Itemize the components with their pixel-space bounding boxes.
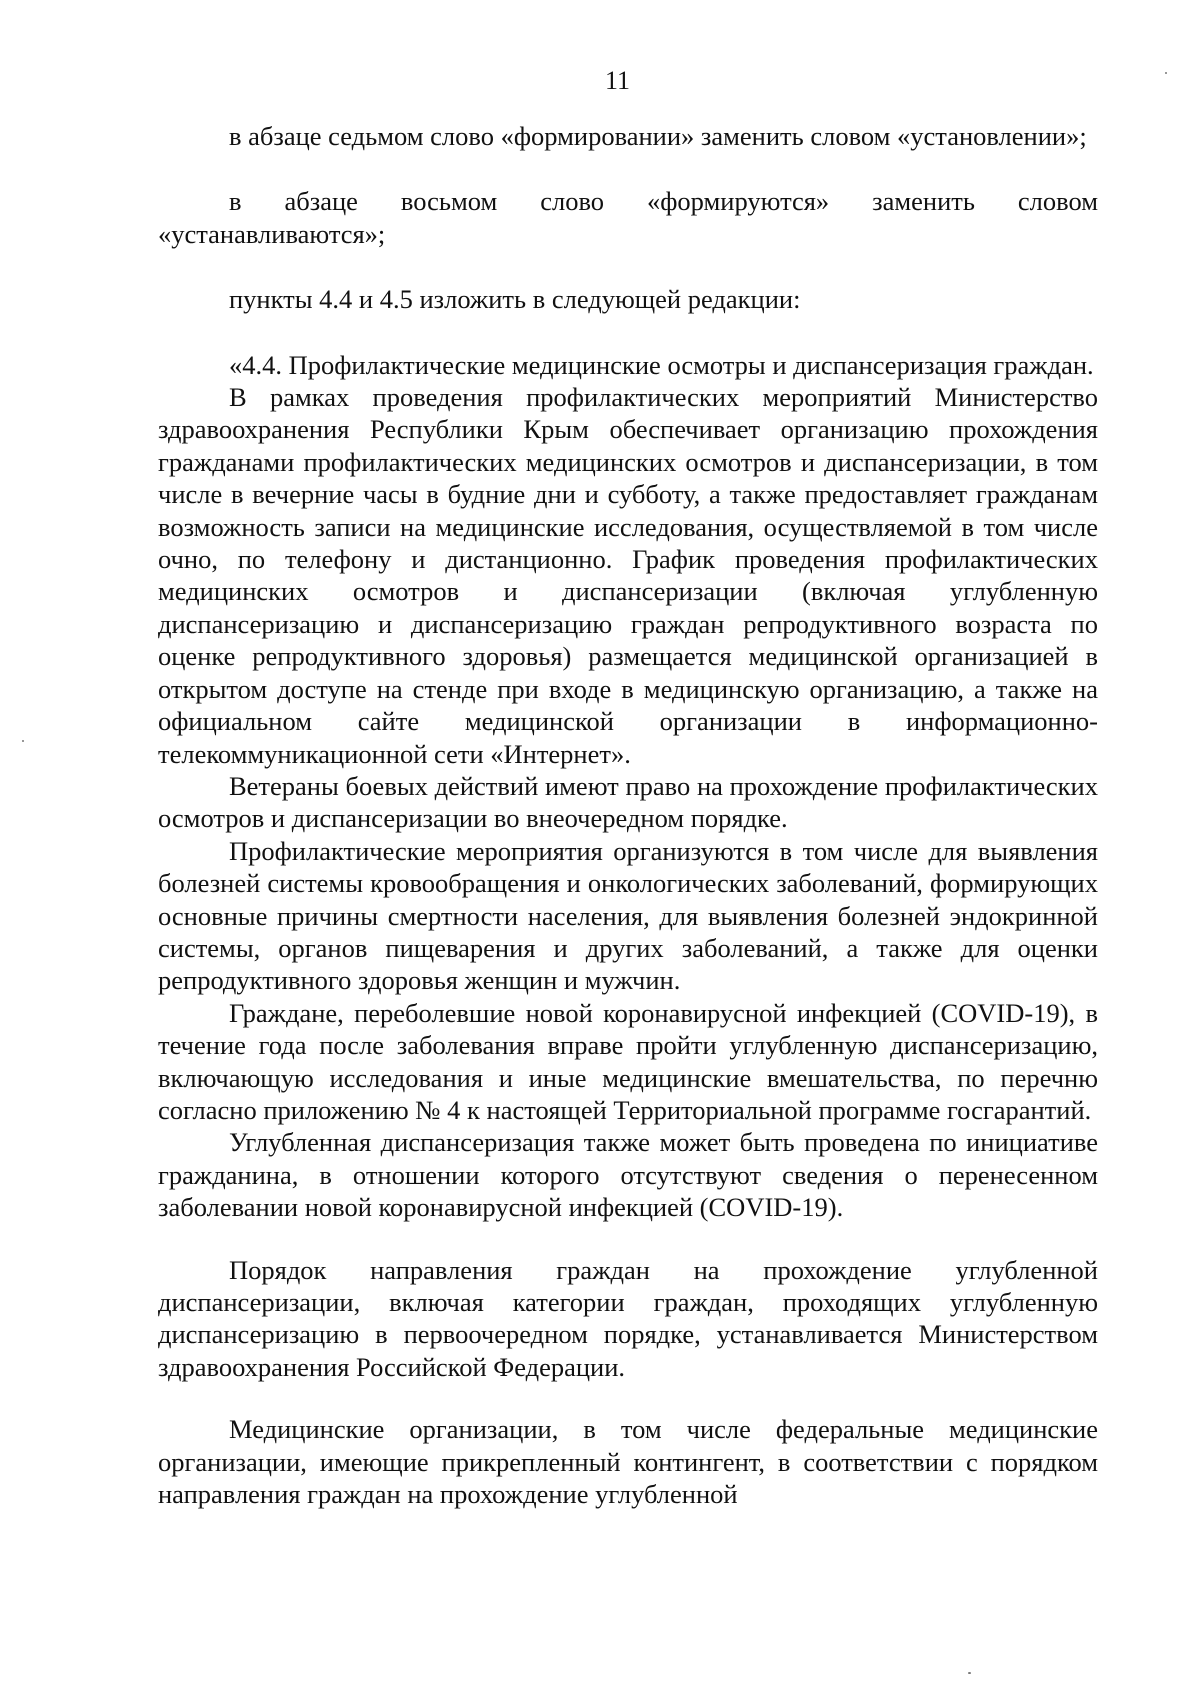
paragraph-medical-organizations: Медицинские организации, в том числе федеральные медицинские организации, имеющие прикрепленный контингент, в соответствии с порядком направления граждан на прохождение углубленной bbox=[158, 1414, 1098, 1510]
section-heading-4-4: «4.4. Профилактические медицинские осмотры и диспансеризация граждан. bbox=[229, 349, 1094, 380]
paragraph-in-depth-initiative: Углубленная диспансеризация также может быть проведена по инициативе гражданина, в отношении которого отсутствуют сведения о перенесенном заболевании новой коронавирусной инфекцией (COVID-19). bbox=[158, 1127, 1098, 1223]
paragraph-veterans: Ветераны боевых действий имеют право на прохождение профилактических осмотров и диспансеризации во внеочередном порядке. bbox=[158, 770, 1098, 834]
scan-speck bbox=[22, 740, 24, 742]
paragraph-amendment-8: в абзаце восьмом слово «формируются» заменить словом «устанавливаются»; bbox=[158, 186, 1098, 249]
paragraph-preventive-measures: В рамках проведения профилактических мероприятий Министерство здравоохранения Республики Крым обеспечивает организацию прохождения гражданами профилактических медицинских осмотров и диспансеризации, в том числе в вечерние часы в будние дни и субботу, а также предоставляет гражданам возможность записи на медицинские исследования, осуществляемой в том числе очно, по телефону и дистанционно. График проведения профилактических медицинских осмотров и диспансеризации (включая углубленную диспансеризацию и диспансеризацию граждан репродуктивного возраста по оценке репродуктивного здоровья) размещается медицинской организацией в открытом доступе на стенде при входе в медицинскую организацию, а также на официальном сайте медицинской организации в информационно-телекоммуникационной сети «Интернет». bbox=[158, 382, 1098, 769]
scan-speck bbox=[1165, 72, 1167, 74]
paragraph-covid-citizens: Граждане, переболевшие новой коронавирусной инфекцией (COVID-19), в течение года после заболевания вправе пройти углубленную диспансеризацию, включающую исследования и иные медицинские вмешательства, по перечню согласно приложению № 4 к настоящей Территориальной программе госгарантий. bbox=[158, 997, 1098, 1125]
paragraph-points-intro: пункты 4.4 и 4.5 изложить в следующей редакции: bbox=[229, 284, 801, 315]
page-number: 11 bbox=[604, 66, 631, 95]
paragraph-referral-procedure: Порядок направления граждан на прохождение углубленной диспансеризации, включая категории граждан, проходящих углубленную диспансеризацию в первоочередном порядке, устанавливается Министерством здравоохранения Российской Федерации. bbox=[158, 1254, 1098, 1382]
paragraph-preventive-activities: Профилактические мероприятия организуются в том числе для выявления болезней системы кровообращения и онкологических заболеваний, формирующих основные причины смертности населения, для выявления болезней эндокринной системы, органов пищеварения и других заболеваний, а также для оценки репродуктивного здоровья женщин и мужчин. bbox=[158, 835, 1098, 996]
document-body bbox=[158, 120, 1098, 1510]
paragraph-amendment-7: в абзаце седьмом слово «формировании» заменить словом «установлении»; bbox=[229, 121, 1087, 151]
scan-speck bbox=[968, 1672, 971, 1674]
